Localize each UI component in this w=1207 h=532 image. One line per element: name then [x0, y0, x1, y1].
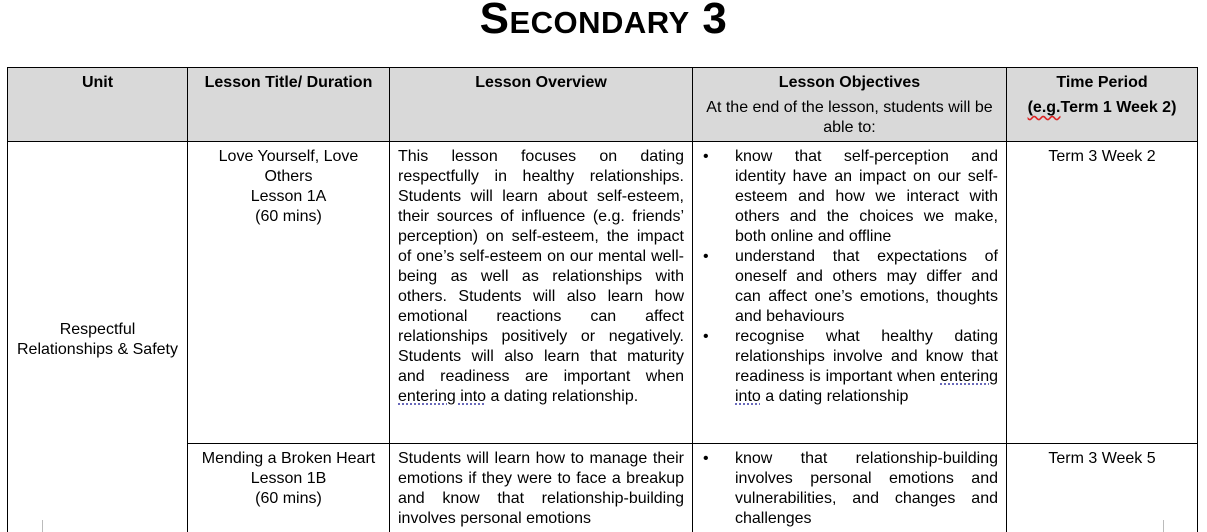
objective-text: recognise what healthy dating relationships involve and know that readiness is important when — [735, 328, 998, 385]
header-unit — [8, 68, 188, 142]
lesson-objectives-cell — [693, 142, 1007, 444]
unit-name: Respectful Relationships & Safety — [17, 321, 178, 358]
lesson-title-cell — [188, 142, 390, 444]
objectives-list — [701, 147, 998, 407]
list-item — [701, 449, 998, 529]
lesson-title-cell — [188, 444, 390, 532]
page-boundary-marker — [1163, 520, 1164, 532]
bullet-icon: • — [703, 328, 709, 345]
header-unit-label: Unit — [81, 74, 114, 91]
header-objectives-subtitle: At the end of the lesson, students will be able to: — [706, 99, 993, 136]
header-lesson-title — [188, 68, 390, 142]
time-period-cell — [1007, 142, 1198, 444]
bullet-icon: • — [703, 148, 709, 165]
header-time-period-label: Time Period — [1056, 74, 1148, 91]
objective-text: know that relationship-building involves personal emotions and vulnerabilities, and changes and challenges — [735, 450, 998, 527]
unit-cell — [8, 142, 188, 532]
lesson-duration: (60 mins) — [255, 490, 322, 507]
spellcheck-marked-text: (e.g. — [1027, 99, 1061, 116]
time-period-cell — [1007, 444, 1198, 532]
grammar-marked-text: entering into — [735, 368, 998, 405]
objective-text: understand that expectations of oneself and others may differ and can affect one’s emotions, thoughts and behaviours — [735, 248, 998, 325]
lesson-title: Mending a Broken Heart Lesson 1B — [201, 450, 376, 487]
objective-text: know that self-perception and identity have an impact on our self-esteem and how we interact with others and the choices we make, both online and offline — [735, 148, 998, 245]
header-time-period — [1007, 68, 1198, 142]
time-period-value: Term 3 Week 2 — [1048, 148, 1156, 165]
lesson-overview-cell — [390, 444, 693, 532]
page-boundary-marker — [42, 520, 43, 532]
lesson-overview-cell — [390, 142, 693, 444]
header-objectives-label: Lesson Objectives — [778, 74, 921, 91]
overview-text: Students will learn how to manage their emotions if they were to face a breakup and know that relationship-building involves personal emotions — [398, 450, 684, 527]
list-item — [701, 147, 998, 247]
header-overview — [390, 68, 693, 142]
objective-text-end: a dating relationship — [760, 388, 909, 405]
bullet-icon: • — [703, 248, 709, 265]
header-objectives — [693, 68, 1007, 142]
grammar-marked-text: entering into — [398, 388, 487, 405]
overview-text: This lesson focuses on dating respectfully in healthy relationships. Students will learn about self-esteem, their sources of influence (e.g. friends’ perception) on self-esteem, the impact of one’s self-esteem on our mental well-being as well as relationships with others. Students will also learn how emotional reactions can affect relationships positively or negatively. Students will also learn that maturity and readiness are important when — [398, 148, 684, 385]
list-item — [701, 247, 998, 327]
time-period-value: Term 3 Week 5 — [1048, 450, 1156, 467]
header-row — [8, 68, 1198, 142]
header-lesson-title-label: Lesson Title/ Duration — [204, 74, 373, 91]
lesson-title: Love Yourself, Love Others — [218, 148, 359, 185]
lesson-objectives-cell — [693, 444, 1007, 532]
lesson-table-wrapper — [7, 67, 1197, 532]
overview-text-end: a dating relationship. — [486, 388, 639, 405]
list-item — [701, 327, 998, 407]
header-overview-label: Lesson Overview — [475, 74, 607, 91]
table-row — [8, 142, 1198, 444]
lesson-table — [7, 67, 1198, 532]
lesson-duration: (60 mins) — [255, 208, 322, 225]
header-time-period-example-rest: Term 1 Week 2) — [1060, 99, 1177, 116]
objectives-list — [701, 449, 998, 529]
bullet-icon: • — [703, 450, 709, 467]
header-time-period-example — [1015, 98, 1189, 118]
lesson-code: Lesson 1A — [250, 188, 327, 205]
page-title: Secondary 3 — [479, 0, 728, 43]
